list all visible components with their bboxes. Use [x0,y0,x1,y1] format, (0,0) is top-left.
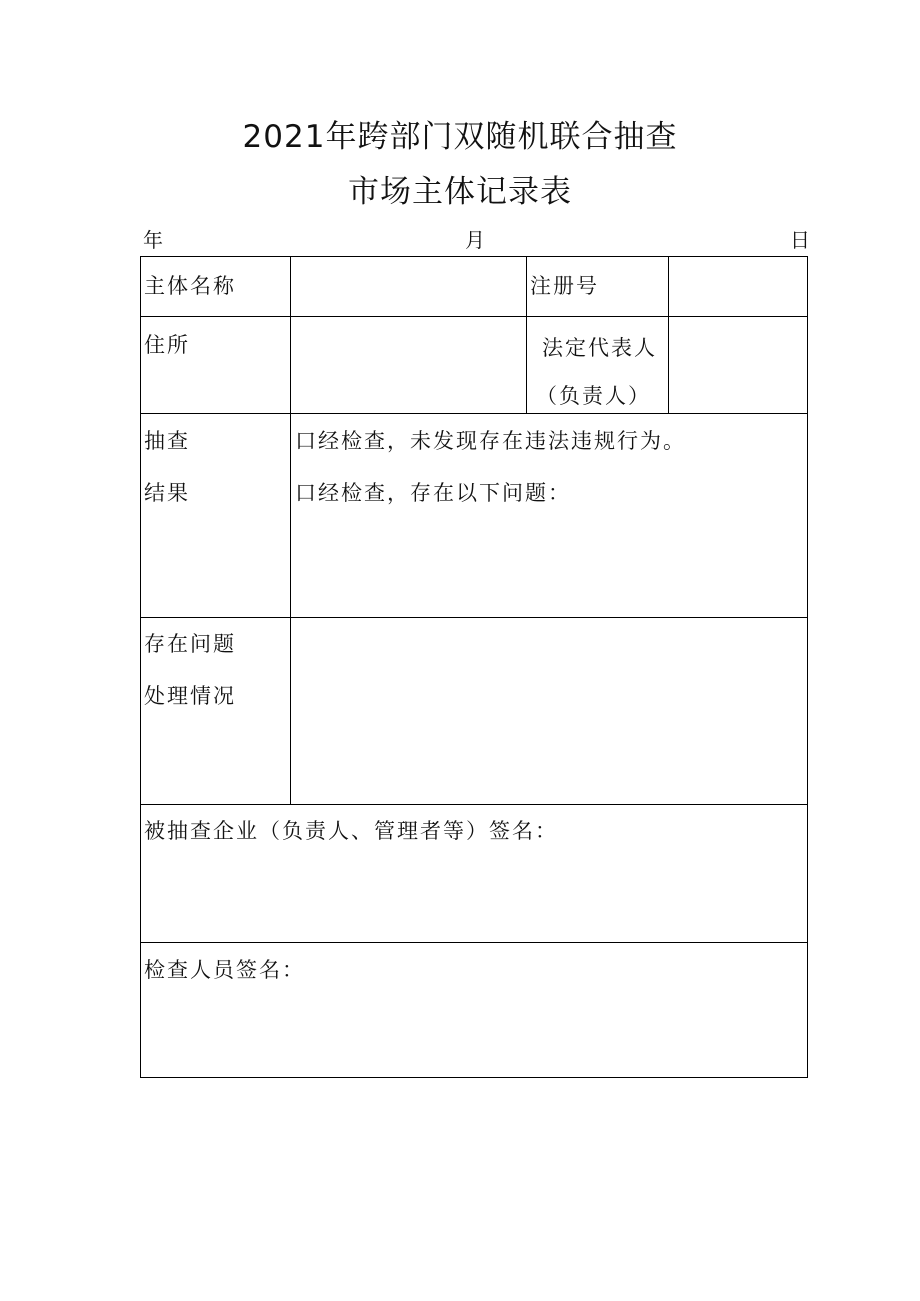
registration-no-label: 注册号 [530,274,599,298]
table-border-bottom [140,1077,808,1078]
table-row-divider [140,413,808,414]
form-title-line1: 2021年跨部门双随机联合抽查 [242,119,678,155]
table-row-divider [140,316,808,317]
table-col-divider [290,256,291,804]
table-row-divider [140,617,808,618]
table-row-divider [140,942,808,943]
legal-rep-label-line1: 法定代表人 [542,336,657,360]
result-option-no-violation: 口经检查，未发现存在违法违规行为。 [295,429,686,453]
inspector-signature-label: 检查人员签名： [144,958,305,982]
issue-handling-label-line2: 处理情况 [144,684,236,708]
entity-name-label: 主体名称 [144,274,236,298]
issue-handling-label-line1: 存在问题 [144,632,236,656]
form-title-line2: 市场主体记录表 [348,174,572,210]
result-label-line2: 结果 [144,481,190,505]
result-option-issues-found: 口经检查，存在以下问题： [295,481,571,505]
table-border-top [140,256,808,257]
address-label: 住所 [144,333,190,357]
result-label-line1: 抽查 [144,429,190,453]
table-col-divider [526,256,527,413]
company-signature-label: 被抽查企业（负责人、管理者等）签名： [144,819,558,843]
table-border-right [807,256,808,1078]
date-year-label: 年 [143,228,163,252]
legal-rep-label-line2: （负责人） [536,384,651,408]
date-day-label: 日 [790,228,810,252]
record-table [140,256,808,1078]
table-border-left [140,256,141,1078]
table-col-divider [668,256,669,413]
table-row-divider [140,804,808,805]
date-month-label: 月 [465,228,485,252]
